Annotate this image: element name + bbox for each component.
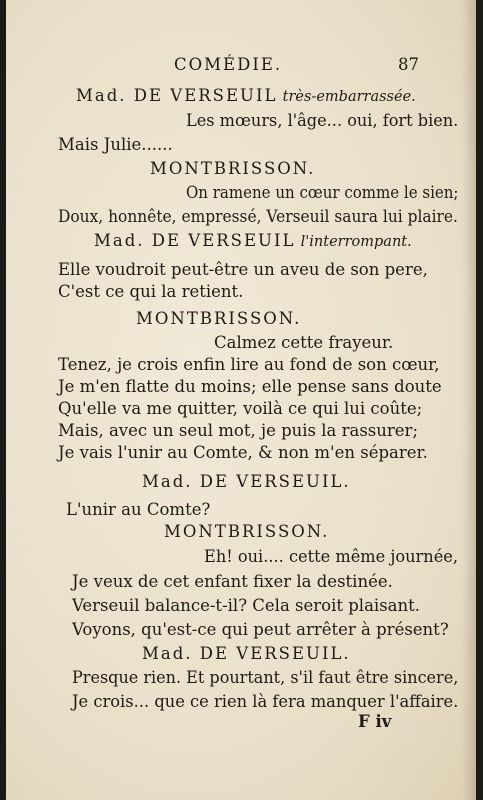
verse-line: Mais, avec un seul mot, je puis la rassurer; (58, 421, 419, 440)
verse-line: Presque rien. Et pourtant, s'il faut être sincere, (72, 668, 459, 687)
speaker-line (76, 86, 416, 107)
verse-line: Qu'elle va me quitter, voilà ce qui lui coûte; (58, 399, 423, 418)
verse-line: Voyons, qu'est-ce qui peut arrêter à présent? (72, 620, 449, 639)
verse-line: Eh! oui.... cette même journée, (204, 547, 459, 566)
verse-line: Je m'en flatte du moins; elle pense sans doute (58, 377, 442, 396)
verse-line: C'est ce qui la retient. (58, 282, 244, 301)
stage-direction: très-embarrassée. (282, 89, 416, 105)
running-title: COMÉDIE. (174, 55, 283, 74)
verse-line: Verseuil balance-t-il? Cela seroit plaisant. (72, 596, 420, 615)
signature-mark: F iv (358, 712, 392, 731)
verse-line: Elle voudroit peut-être un aveu de son pere, (58, 260, 428, 279)
verse-line: Tenez, je crois enfin lire au fond de son cœur, (58, 355, 440, 374)
speaker-name: MONTBRISSON. (136, 309, 302, 328)
verse-line: Calmez cette frayeur. (214, 333, 394, 352)
verse-line: On ramene un cœur comme le sien; (186, 183, 459, 202)
verse-line: Je crois... que ce rien là fera manquer l'affaire. (72, 692, 459, 711)
speaker-name: Mad. DE VERSEUIL. (142, 472, 351, 491)
verse-line: Les mœurs, l'âge... oui, fort bien. (186, 111, 459, 130)
speaker-name: Mad. DE VERSEUIL. (142, 644, 351, 663)
book-page (6, 0, 476, 800)
verse-line: Mais Julie...... (58, 135, 173, 154)
page-number: 87 (398, 55, 419, 74)
verse-line: Je veux de cet enfant fixer la destinée. (72, 572, 393, 591)
verse-line: Doux, honnête, empressé, Verseuil saura lui plaire. (58, 207, 458, 226)
page-header (6, 55, 476, 79)
speaker-line (94, 231, 412, 252)
verse-line: Je vais l'unir au Comte, & non m'en séparer. (58, 443, 428, 462)
speaker-name: MONTBRISSON. (164, 522, 330, 541)
stage-direction: l'interrompant. (300, 234, 412, 250)
speaker-name: Mad. DE VERSEUIL (94, 231, 296, 250)
verse-line: L'unir au Comte? (66, 500, 211, 519)
speaker-name: Mad. DE VERSEUIL (76, 86, 278, 105)
speaker-name: MONTBRISSON. (150, 159, 316, 178)
